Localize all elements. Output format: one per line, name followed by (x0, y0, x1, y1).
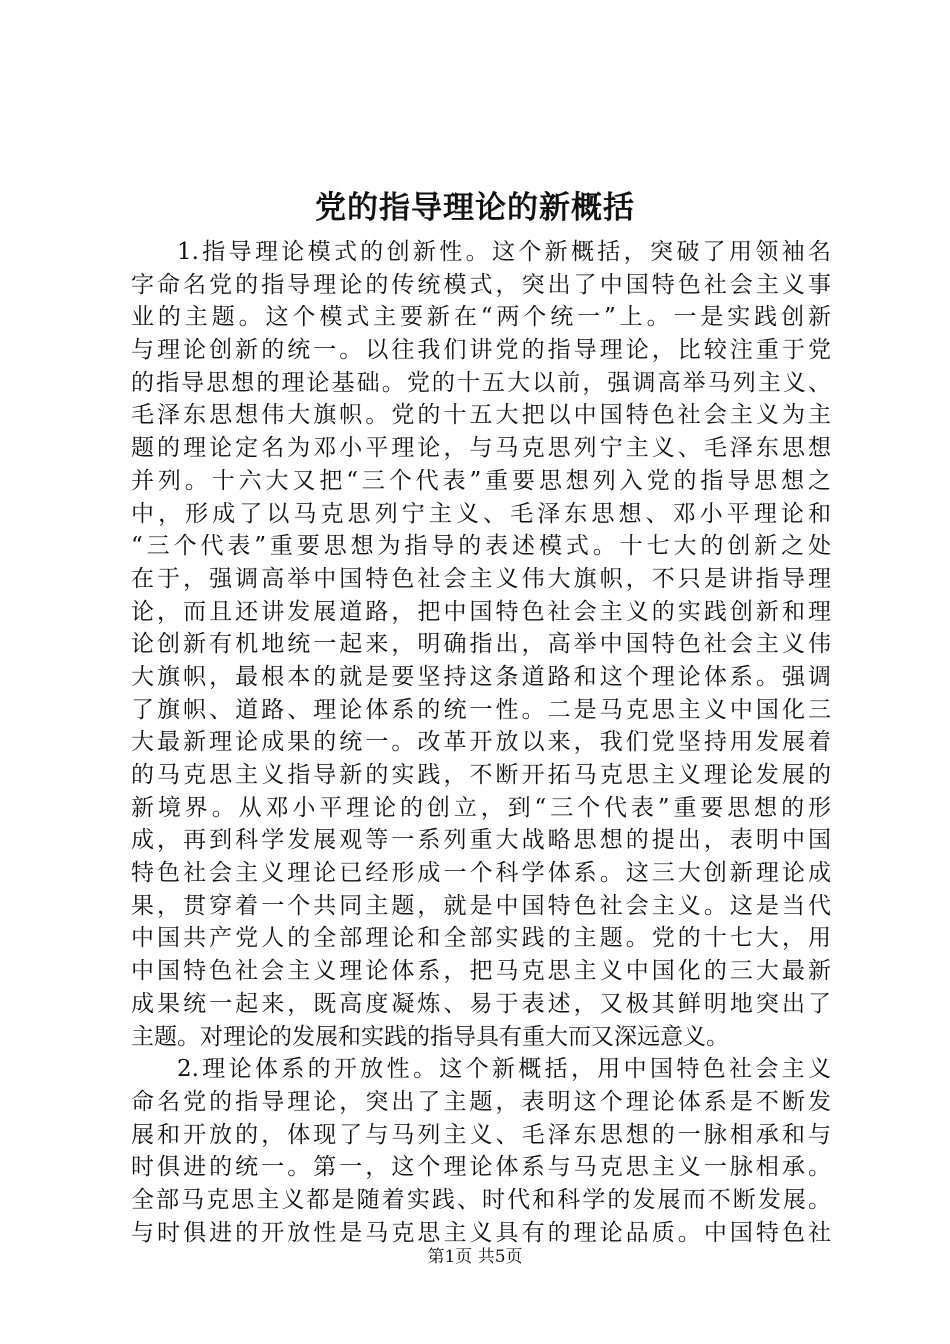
text-line: 中国共产党人的全部理论和全部实践的主题。党的十七大，用 (131, 925, 831, 952)
text-line: 中，形成了以马克思列宁主义、毛泽东思想、邓小平理论和 (131, 500, 831, 527)
text-line: 成果统一起来，既高度凝炼、易于表述，又极其鲜明地突出了 (131, 990, 831, 1017)
text-line: 并列。十六大又把“三个代表”重要思想列入党的指导思想之 (131, 467, 831, 494)
text-line: 2.理论体系的开放性。这个新概括，用中国特色社会主义 (177, 1056, 831, 1083)
text-line: 大旗帜，最根本的就是要坚持这条道路和这个理论体系。强调 (131, 663, 831, 690)
document-body (131, 236, 831, 1249)
text-line: “三个代表”重要思想为指导的表述模式。十七大的创新之处 (131, 533, 831, 560)
text-line: 字命名党的指导理论的传统模式，突出了中国特色社会主义事 (131, 271, 831, 298)
text-line: 全部马克思主义都是随着实践、时代和科学的发展而不断发展。 (131, 1186, 831, 1213)
text-line: 果，贯穿着一个共同主题，就是中国特色社会主义。这是当代 (131, 892, 831, 919)
document-title: 党的指导理论的新概括 (315, 190, 635, 226)
page-footer: 第1页 共5页 (427, 1247, 523, 1267)
text-line: 题的理论定名为邓小平理论，与马克思列宁主义、毛泽东思想 (131, 435, 831, 462)
text-line: 1.指导理论模式的创新性。这个新概括，突破了用领袖名 (177, 239, 831, 265)
text-line: 成，再到科学发展观等一系列重大战略思想的提出，表明中国 (131, 827, 831, 854)
text-line: 主题。对理论的发展和实践的指导具有重大而又深远意义。 (131, 1023, 729, 1050)
text-line: 业的主题。这个模式主要新在“两个统一”上。一是实践创新 (131, 304, 831, 331)
paragraph-2 (131, 1053, 831, 1249)
text-line: 了旗帜、道路、理论体系的统一性。二是马克思主义中国化三 (131, 696, 831, 723)
text-line: 论创新有机地统一起来，明确指出，高举中国特色社会主义伟 (131, 631, 831, 658)
text-line: 新境界。从邓小平理论的创立，到“三个代表”重要思想的形 (131, 794, 831, 821)
text-line: 论，而且还讲发展道路，把中国特色社会主义的实践创新和理 (131, 598, 831, 625)
text-line: 毛泽东思想伟大旗帜。党的十五大把以中国特色社会主义为主 (131, 402, 831, 429)
text-line: 与理论创新的统一。以往我们讲党的指导理论，比较注重于党 (131, 337, 831, 364)
text-line: 中国特色社会主义理论体系，把马克思主义中国化的三大最新 (131, 958, 831, 985)
text-line: 展和开放的，体现了与马列主义、毛泽东思想的一脉相承和与 (131, 1121, 831, 1148)
text-line: 的指导思想的理论基础。党的十五大以前，强调高举马列主义、 (131, 369, 831, 396)
paragraph-1 (131, 236, 831, 1053)
text-line: 特色社会主义理论已经形成一个科学体系。这三大创新理论成 (131, 860, 831, 887)
text-line: 时俱进的统一。第一，这个理论体系与马克思主义一脉相承。 (131, 1154, 831, 1181)
text-line: 的马克思主义指导新的实践，不断开拓马克思主义理论发展的 (131, 762, 831, 788)
text-line: 在于，强调高举中国特色社会主义伟大旗帜，不只是讲指导理 (131, 565, 831, 592)
text-line: 大最新理论成果的统一。改革开放以来，我们党坚持用发展着 (131, 729, 831, 756)
text-line: 命名党的指导理论，突出了主题，表明这个理论体系是不断发 (131, 1088, 831, 1115)
text-line: 与时俱进的开放性是马克思主义具有的理论品质。中国特色社 (131, 1219, 831, 1246)
